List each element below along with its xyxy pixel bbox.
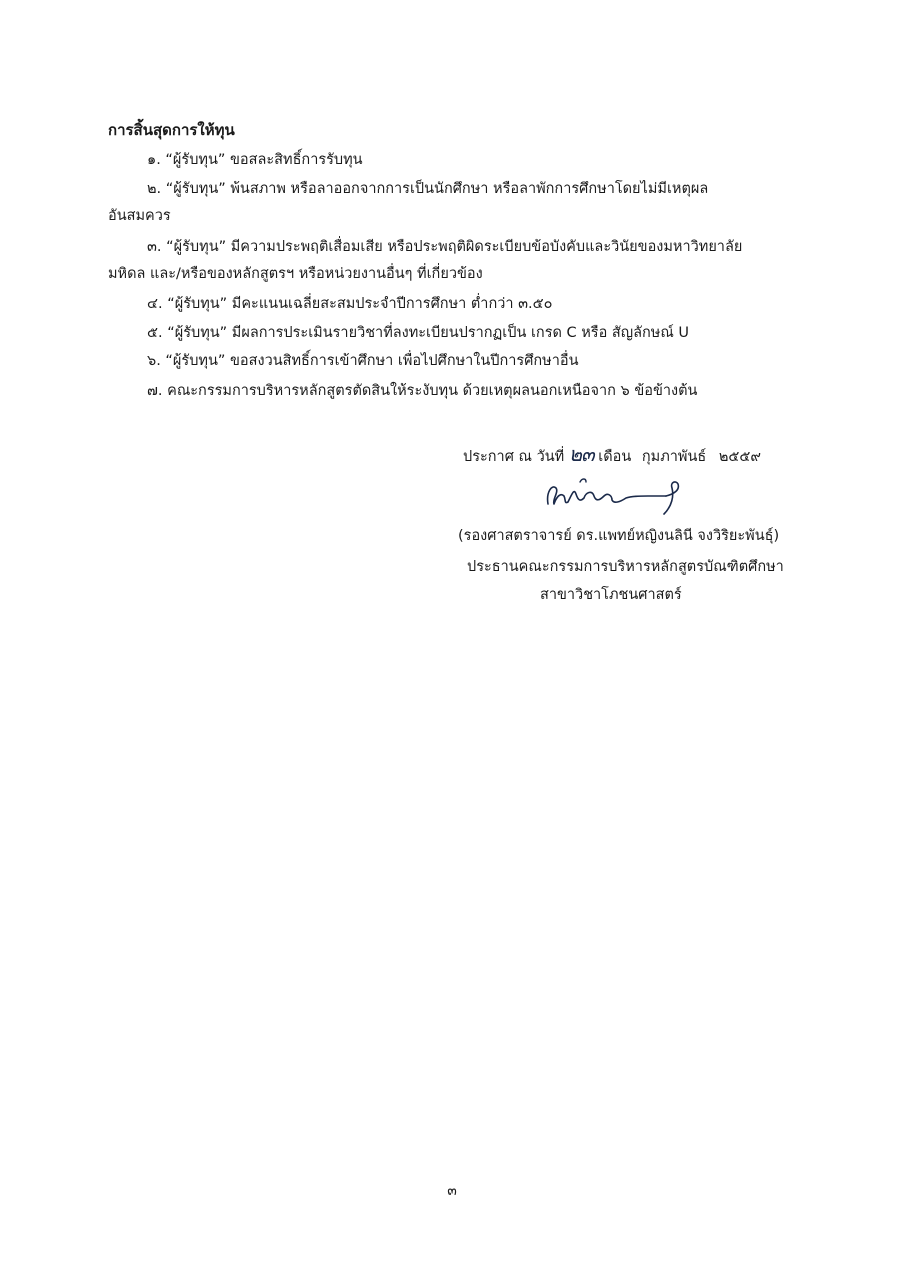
announce-day-handwritten: ๒๓	[568, 442, 594, 466]
announce-year: ๒๕๕๙	[718, 449, 761, 465]
item-4: ๔. “ผู้รับทุน” มีคะแนนเฉลี่ยสะสมประจำปีการศึกษา ต่ำกว่า ๓.๕๐	[147, 296, 553, 312]
handwritten-signature	[540, 474, 700, 518]
item-5: ๕. “ผู้รับทุน” มีผลการประเมินรายวิชาที่ลงทะเบียนปรากฏเป็น เกรด C หรือ สัญลักษณ์ U	[147, 325, 690, 341]
announcement-date	[463, 438, 761, 470]
item-2-continued: อันสมควร	[108, 208, 171, 224]
item-3-continued: มหิดล และ/หรือของหลักสูตรฯ หรือหน่วยงานอื่นๆ ที่เกี่ยวข้อง	[108, 266, 483, 282]
signer-name: (รองศาสตราจารย์ ดร.แพทย์หญิงนลินี จงวิริยะพันธุ์)	[458, 528, 780, 544]
item-6: ๖. “ผู้รับทุน” ขอสงวนสิทธิ์การเข้าศึกษา เพื่อไปศึกษาในปีการศึกษาอื่น	[147, 353, 579, 369]
announce-month: กุมภาพันธ์	[641, 449, 707, 465]
signer-department: สาขาวิชาโภชนศาสตร์	[540, 587, 682, 603]
page-number: ๓	[447, 1183, 457, 1199]
item-3: ๓. “ผู้รับทุน” มีความประพฤติเสื่อมเสีย หรือประพฤติผิดระเบียบข้อบังคับและวินัยของมหาวิทยาลัย	[147, 239, 743, 255]
signer-position: ประธานคณะกรรมการบริหารหลักสูตรบัณฑิตศึกษา	[467, 559, 784, 575]
section-heading: การสิ้นสุดการให้ทุน	[108, 121, 235, 139]
announce-month-label: เดือน	[598, 449, 632, 465]
item-1: ๑. “ผู้รับทุน” ขอสละสิทธิ์การรับทุน	[147, 152, 363, 168]
announce-prefix: ประกาศ ณ วันที่	[463, 449, 565, 465]
item-7: ๗. คณะกรรมการบริหารหลักสูตรตัดสินให้ระงับทุน ด้วยเหตุผลนอกเหนือจาก ๖ ข้อข้างต้น	[147, 383, 698, 399]
item-2: ๒. “ผู้รับทุน” พ้นสภาพ หรือลาออกจากการเป็นนักศึกษา หรือลาพักการศึกษาโดยไม่มีเหตุผล	[147, 181, 709, 197]
